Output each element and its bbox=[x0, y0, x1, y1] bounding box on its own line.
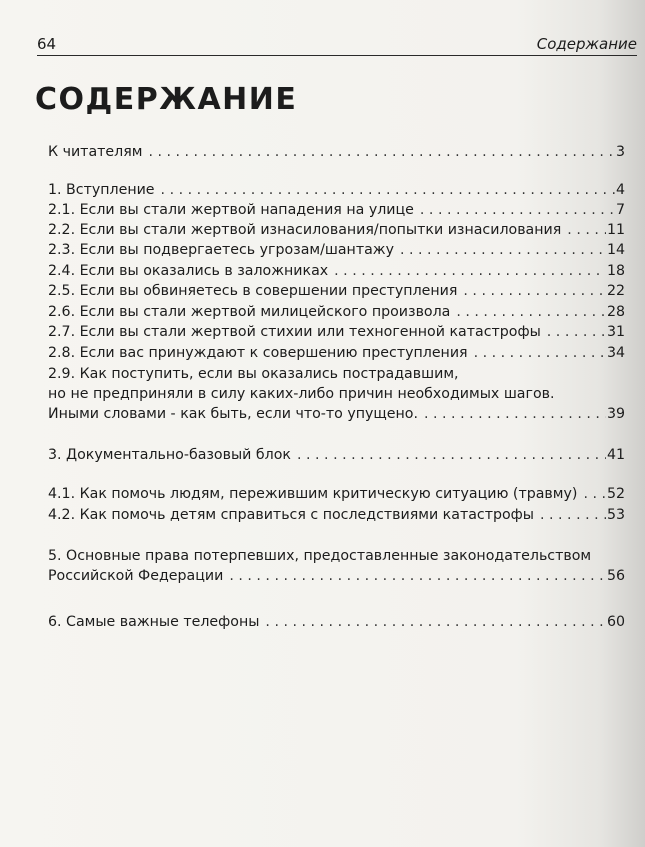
toc-entry-2-9 bbox=[48, 364, 625, 424]
toc-entry-title: 4.1. Как помочь людям, пережившим критическую ситуацию (травму) bbox=[48, 486, 578, 502]
toc-entry-4-2 bbox=[48, 505, 625, 525]
dot-leader bbox=[161, 180, 615, 200]
toc-entry-page: 14 bbox=[606, 242, 625, 258]
toc-entry-page: 11 bbox=[606, 222, 625, 238]
toc-entry-page: 31 bbox=[606, 324, 625, 340]
dot-leader bbox=[547, 322, 606, 342]
toc-entry-page: 52 bbox=[606, 486, 625, 502]
toc-entry-title: 2.6. Если вы стали жертвой милицейского произвола bbox=[48, 304, 451, 320]
toc-entry-title-line-3: Иными словами - как быть, если что-то упущено. bbox=[48, 406, 418, 422]
toc-entry-title-line-1: 2.9. Как поступить, если вы оказались пострадавшим, bbox=[48, 366, 459, 382]
toc-entry-title-line-2: но не предприняли в силу каких-либо причин необходимых шагов. bbox=[48, 386, 555, 402]
dot-leader bbox=[463, 281, 606, 301]
toc-entry-title: 1. Вступление bbox=[48, 182, 155, 198]
toc-entry-page: 60 bbox=[606, 614, 625, 630]
toc-entry-title-line-2: Российской Федерации bbox=[48, 568, 224, 584]
dot-leader bbox=[229, 566, 606, 586]
toc-entry-2-5 bbox=[48, 281, 625, 301]
toc-entry-page: 18 bbox=[606, 263, 625, 279]
running-title: Содержание bbox=[536, 35, 637, 53]
toc-entry-page: 56 bbox=[606, 568, 625, 584]
running-header bbox=[37, 33, 637, 56]
toc-entry-title: 2.8. Если вас принуждают к совершению преступления bbox=[48, 345, 468, 361]
toc-entry-page: 41 bbox=[606, 447, 625, 463]
dot-leader bbox=[456, 302, 606, 322]
toc-entry-2-1 bbox=[48, 200, 625, 220]
toc-entry-title: 2.7. Если вы стали жертвой стихии или техногенной катастрофы bbox=[48, 324, 541, 340]
toc-entry-page: 22 bbox=[606, 283, 625, 299]
toc-entry-title-line-1: 5. Основные права потерпевших, предоставленные законодательством bbox=[48, 548, 592, 564]
toc-entry-title: 2.1. Если вы стали жертвой нападения на улице bbox=[48, 202, 414, 218]
toc-entry-title: 2.5. Если вы обвиняетесь в совершении преступления bbox=[48, 283, 458, 299]
toc-entry-page: 28 bbox=[606, 304, 625, 320]
dot-leader bbox=[540, 505, 606, 525]
dot-leader bbox=[148, 142, 615, 162]
toc-entry-page: 7 bbox=[615, 202, 625, 218]
toc-entry-5 bbox=[48, 546, 625, 586]
dot-leader bbox=[334, 261, 606, 281]
toc-entry-2-2 bbox=[48, 220, 625, 240]
dot-leader bbox=[583, 484, 606, 504]
toc-entry-title: К читателям bbox=[48, 144, 143, 160]
toc-entry-2-6 bbox=[48, 302, 625, 322]
toc-entry-page: 39 bbox=[606, 406, 625, 422]
toc-entry-6 bbox=[48, 612, 625, 632]
dot-leader bbox=[424, 404, 606, 424]
toc-entry-title: 2.2. Если вы стали жертвой изнасилования/попытки изнасилования bbox=[48, 222, 562, 238]
dot-leader bbox=[265, 612, 606, 632]
toc-entry-to-readers bbox=[48, 142, 625, 162]
toc-entry-3 bbox=[48, 445, 625, 465]
dot-leader bbox=[474, 343, 606, 363]
toc-entry-2-3 bbox=[48, 240, 625, 260]
dot-leader bbox=[297, 445, 606, 465]
toc-entry-title: 3. Документально-базовый блок bbox=[48, 447, 291, 463]
toc-entry-title: 2.4. Если вы оказались в заложниках bbox=[48, 263, 329, 279]
toc-entry-2-4 bbox=[48, 261, 625, 281]
toc-entry-title: 2.3. Если вы подвергаетесь угрозам/шантажу bbox=[48, 242, 394, 258]
toc-entry-title: 6. Самые важные телефоны bbox=[48, 614, 260, 630]
dot-leader bbox=[567, 220, 606, 240]
page-title: СОДЕРЖАНИЕ bbox=[35, 82, 298, 117]
toc-entry-page: 53 bbox=[606, 507, 625, 523]
toc-entry-2-7 bbox=[48, 322, 625, 342]
toc-entry-4-1 bbox=[48, 484, 625, 504]
toc-entry-page: 3 bbox=[615, 144, 625, 160]
dot-leader bbox=[400, 240, 606, 260]
toc-entry-2-8 bbox=[48, 343, 625, 363]
dot-leader bbox=[420, 200, 615, 220]
toc-entry-page: 34 bbox=[606, 345, 625, 361]
toc-entry-page: 4 bbox=[615, 182, 625, 198]
toc-entry-intro bbox=[48, 180, 625, 200]
page-number: 64 bbox=[37, 35, 57, 53]
toc-entry-title: 4.2. Как помочь детям справиться с последствиями катастрофы bbox=[48, 507, 534, 523]
